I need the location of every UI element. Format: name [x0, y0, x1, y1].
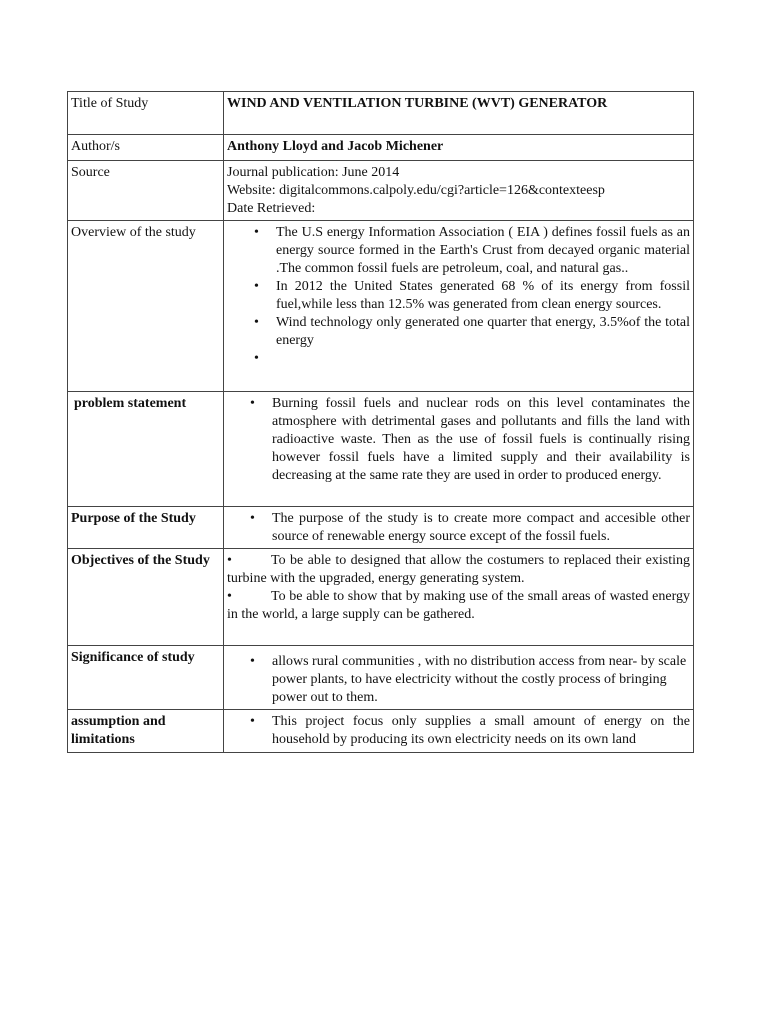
- source-journal: Journal publication: June 2014: [227, 165, 400, 180]
- significance-list: [227, 653, 690, 707]
- study-table: [67, 91, 694, 753]
- row-assumption: [68, 710, 694, 753]
- overview-list: [227, 224, 690, 368]
- problem-value: [224, 392, 694, 507]
- authors-value: Anthony Lloyd and Jacob Michener: [224, 135, 694, 161]
- row-title: [68, 92, 694, 135]
- significance-value: [224, 646, 694, 710]
- purpose-value: [224, 507, 694, 549]
- overview-value: [224, 221, 694, 392]
- objectives-label: Objectives of the Study: [68, 549, 224, 646]
- source-label: Source: [68, 161, 224, 221]
- row-problem: [68, 392, 694, 507]
- row-authors: [68, 135, 694, 161]
- problem-list: [227, 395, 690, 485]
- assumption-value: [224, 710, 694, 753]
- list-item: • Wind technology only generated one quarter that energy, 3.5%of the total energy: [227, 314, 690, 350]
- assumption-label: assumption and limitations: [68, 710, 224, 753]
- significance-label: Significance of study: [68, 646, 224, 710]
- objective-item: [227, 552, 690, 588]
- title-value: WIND AND VENTILATION TURBINE (WVT) GENERATOR: [224, 92, 694, 135]
- title-label: Title of Study: [68, 92, 224, 135]
- source-value: [224, 161, 694, 221]
- problem-label: problem statement: [68, 392, 224, 507]
- source-date-retrieved: Date Retrieved:: [227, 201, 316, 216]
- objective-text: To be able to designed that allow the costumers to replaced their existing turbine with the upgraded, energy generating system.: [227, 553, 690, 586]
- objectives-value: [224, 549, 694, 646]
- list-item: • The U.S energy Information Association ( EIA ) defines fossil fuels as an energy source formed in the Earth's Crust from decayed organic material .The common fossil fuels are petroleum, coal, and natural gas..: [227, 224, 690, 278]
- list-item: [227, 350, 690, 368]
- assumption-list: [227, 713, 690, 749]
- list-item: • This project focus only supplies a small amount of energy on the household by producing its own electricity needs on its own land: [227, 713, 690, 749]
- objective-text: To be able to show that by making use of the small areas of wasted energy in the world, a large supply can be gathered.: [227, 589, 690, 622]
- row-significance: [68, 646, 694, 710]
- bullet-glyph: •: [227, 553, 232, 568]
- purpose-label: Purpose of the Study: [68, 507, 224, 549]
- row-purpose: [68, 507, 694, 549]
- purpose-list: [227, 510, 690, 546]
- row-objectives: [68, 549, 694, 646]
- authors-label: Author/s: [68, 135, 224, 161]
- objective-item: [227, 588, 690, 624]
- bullet-glyph: •: [227, 589, 232, 604]
- list-item: • allows rural communities , with no distribution access from near- by scale power plants, to have electricity without the costly process of bringing power out to them.: [227, 653, 690, 707]
- source-website: Website: digitalcommons.calpoly.edu/cgi?article=126&contexteesp: [227, 183, 605, 198]
- list-item: • In 2012 the United States generated 68 % of its energy from fossil fuel,while less than 12.5% was generated from clean energy sources.: [227, 278, 690, 314]
- list-item: • Burning fossil fuels and nuclear rods on this level contaminates the atmosphere with detrimental gases and pollutants and fills the land with radioactive waste. Then as the use of fossil fuels is continually rising however fossil fuels have a limited supply and their availability is decreasing at the same rate they are used in order to produced energy.: [227, 395, 690, 485]
- list-item: • The purpose of the study is to create more compact and accesible other source of renewable energy source except of the fossil fuels.: [227, 510, 690, 546]
- row-source: [68, 161, 694, 221]
- row-overview: [68, 221, 694, 392]
- overview-label: Overview of the study: [68, 221, 224, 392]
